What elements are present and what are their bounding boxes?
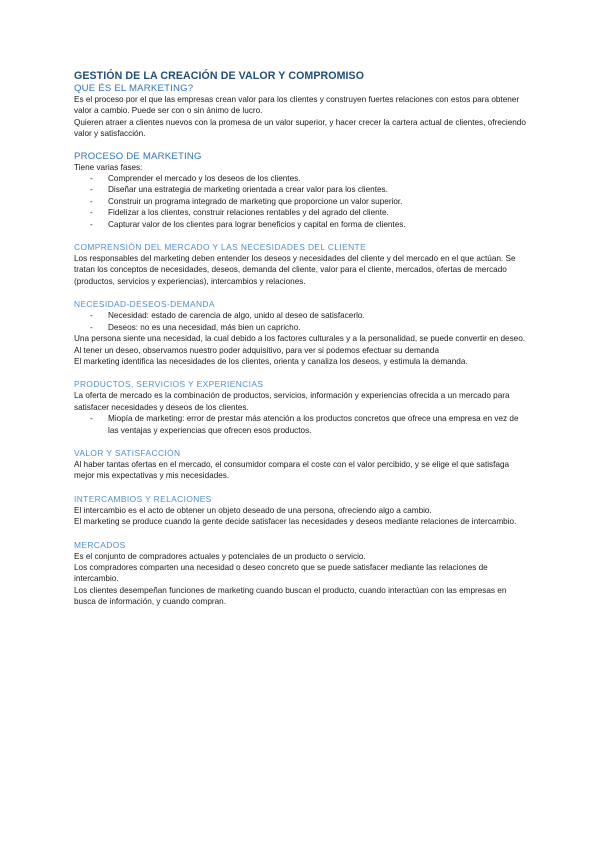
subsection-heading: INTERCAMBIOS Y RELACIONES	[74, 493, 212, 504]
section-exchanges-relations	[74, 494, 530, 528]
paragraph: El intercambio es el acto de obtener un objeto deseado de una persona, ofreciendo algo a cambio.	[74, 505, 432, 515]
section-heading: PROCESO DE MARKETING	[74, 150, 202, 162]
section-what-is-marketing	[74, 83, 530, 140]
list-item: - Miopía de marketing: error de prestar más atención a los productos concretos que ofrece una empresa en vez de las ventajas y experiencias que ofrecen esos productos.	[90, 413, 530, 436]
paragraph: El marketing se produce cuando la gente decide satisfacer las necesidades y deseos mediante relaciones de intercambio.	[74, 517, 517, 527]
paragraph: La oferta de mercado es la combinación de productos, servicios, información y experiencias ofrecida a un mercado para satisfacer necesidades y deseos de los clientes.	[74, 391, 510, 412]
section-products-services	[74, 379, 530, 436]
list-item: - Necesidad: estado de carencia de algo, unido al deseo de satisfacerlo.	[90, 310, 530, 321]
paragraph: Los compradores comparten una necesidad o deseo concreto que se puede satisfacer mediante las relaciones de intercambio.	[74, 562, 488, 584]
phase-list	[74, 173, 530, 230]
subsection-heading: COMPRENSIÓN DEL MERCADO Y LAS NECESIDADES DEL CLIENTE	[74, 242, 367, 253]
list-item: - Construir un programa integrado de marketing que proporcione un valor superior.	[90, 196, 530, 207]
paragraph: Los clientes desempeñan funciones de marketing cuando buscan el producto, cuando interactúan con las empresas en busca de información, y cuando compran.	[74, 585, 507, 607]
definition-list	[74, 413, 530, 436]
list-item: - Comprender el mercado y los deseos de los clientes.	[90, 173, 530, 184]
subsection-heading: VALOR Y SATISFACCIÓN	[74, 447, 181, 458]
section-value-satisfaction	[74, 448, 530, 482]
paragraph: Es el conjunto de compradores actuales y potenciales de un producto o servicio.	[74, 551, 366, 561]
paragraph: Quieren atraer a clientes nuevos con la promesa de un valor superior, y hacer crecer la cartera actual de clientes, ofreciendo valor y satisfacción.	[74, 117, 526, 139]
section-marketing-process	[74, 151, 530, 230]
section-needs-wants-demand	[74, 299, 530, 367]
list-item: - Diseñar una estrategia de marketing orientada a crear valor para los clientes.	[90, 184, 530, 195]
section-market-understanding	[74, 242, 530, 287]
definition-list	[74, 310, 530, 333]
paragraph: Es el proceso por el que las empresas crean valor para los clientes y construyen fuertes relaciones con estos para obtener valor a cambio. Puede ser con o sin ánimo de lucro.	[74, 95, 520, 116]
list-item: - Fidelizar a los clientes, construir relaciones rentables y del agrado del cliente.	[90, 207, 530, 218]
paragraph: Al haber tantas ofertas en el mercado, el consumidor compara el coste con el valor percibido, y se elige el que satisfaga mejor mis expectativas y mis necesidades.	[74, 459, 510, 481]
list-item: - Deseos: no es una necesidad, más bien un capricho.	[90, 322, 530, 333]
paragraph: Los responsables del marketing deben entender los deseos y necesidades del cliente y del mercado en el que actúan. Se tratan los conceptos de necesidades, deseos, demanda del cliente, valor para el cliente, mercados, ofertas de mercado (productos, servicios y experiencias), intercambios y relaciones.	[74, 254, 516, 286]
subsection-heading: NECESIDAD-DESEOS-DEMANDA	[74, 299, 215, 310]
subsection-heading: PRODUCTOS, SERVICIOS Y EXPERIENCIAS	[74, 379, 264, 390]
document-title: GESTIÓN DE LA CREACIÓN DE VALOR Y COMPROMISO	[74, 70, 365, 82]
subsection-heading: MERCADOS	[74, 539, 126, 550]
paragraph: El marketing identifica las necesidades de los clientes, orienta y canaliza los deseos, y estimula la demanda.	[74, 356, 468, 366]
paragraph: Una persona siente una necesidad, la cual debido a los factores culturales y a la personalidad, se puede convertir en deseo. Al tener un deseo, observamos nuestro poder adquisitivo, para ver si podemos efectuar su demanda	[74, 334, 526, 355]
paragraph: Tiene varias fases:	[74, 162, 143, 172]
section-heading: QUE ÉS EL MARKETING?	[74, 83, 194, 94]
list-item: - Capturar valor de los clientes para lograr beneficios y capital en forma de clientes.	[90, 219, 530, 230]
section-markets	[74, 540, 530, 608]
